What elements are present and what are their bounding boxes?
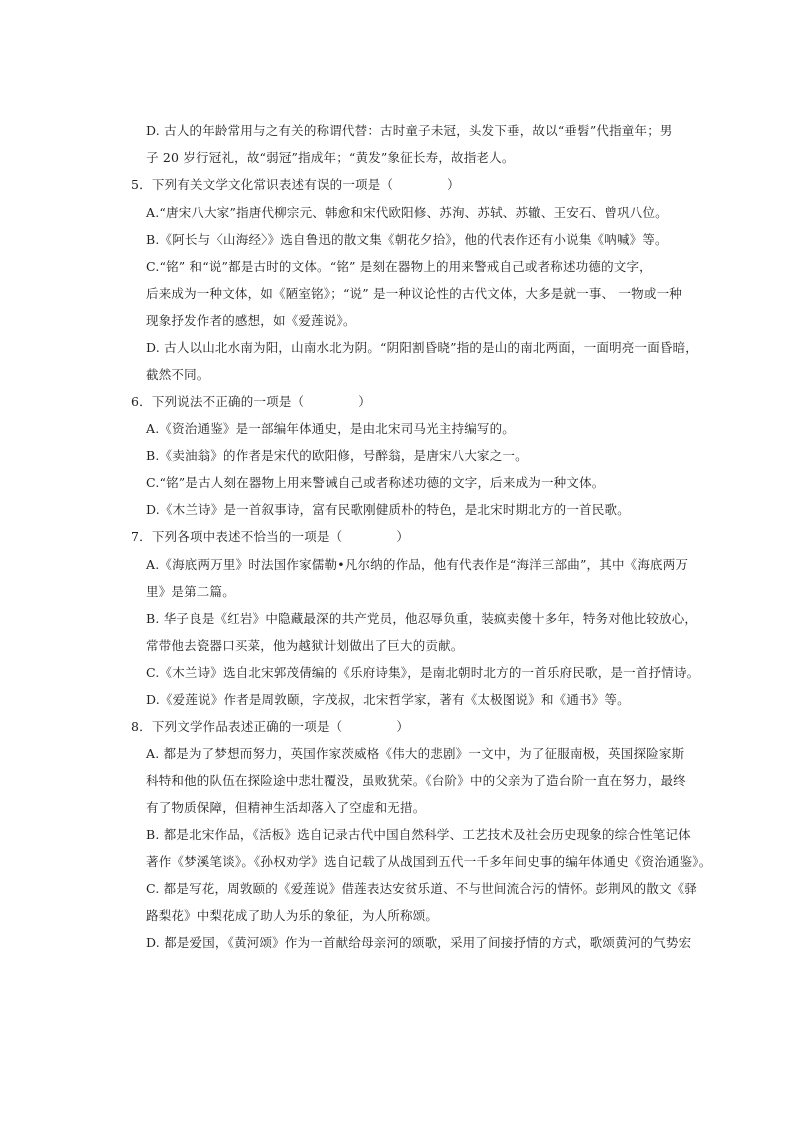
question-6-stem: 6．下列说法不正确的一项是（ [131, 394, 305, 409]
option-6a: A.《资治通鉴》是一部编年体通史，是由北宋司马光主持编写的。 [146, 421, 516, 436]
option-8a-line-2: 科特和他的队伍在探险途中悲壮覆没，虽败犹荣。《台阶》中的父亲为了造台阶一直在努力，最终 [146, 773, 686, 788]
option-6b: B.《卖油翁》的作者是宋代的欧阳修，号醉翁，是唐宋八大家之一。 [146, 448, 528, 463]
option-7a-line-2: 里》是第二篇。 [146, 584, 235, 599]
option-6d: D.《木兰诗》是一首叙事诗，富有民歌刚健质朴的特色，是北宋时期北方的一首民歌。 [146, 502, 630, 517]
option-8c-line-1: C. 都是写花，周敦颐的《爱莲说》借莲表达安贫乐道、不与世间流合污的情怀。彭荆风的散文《驿 [146, 881, 698, 896]
option-5c-line-1: C.“铭” 和“说”都是古时的文体。“铭” 是刻在器物上的用来警戒自己或者称述功德的文字， [146, 259, 652, 274]
close-paren: ） [447, 177, 460, 192]
option-5b: B.《阿长与〈山海经〉》选自鲁迅的散文集《朝花夕拾》，他的代表作还有小说集《呐喊》等。 [146, 232, 668, 247]
option-7c: C.《木兰诗》选自北宋郭茂倩编的《乐府诗集》，是南北朝时北方的一首乐府民歌，是一首抒情诗。 [146, 665, 700, 680]
option-5d-line-1: D. 古人以山北水南为阳，山南水北为阴。“阴阳割昏晓”指的是山的南北两面，一面明亮一面昏暗， [146, 340, 699, 355]
option-8d-line-1: D. 都是爱国，《黄河颂》作为一首献给母亲河的颂歌，采用了间接抒情的方式，歌颂黄河的气势宏 [146, 935, 692, 950]
question-5 [131, 176, 460, 194]
option-4d-line-1: D. 古人的年龄常用与之有关的称谓代替：古时童子未冠，头发下垂，故以“垂髫”代指童年；男 [146, 123, 673, 138]
option-7d: D.《爱莲说》作者是周敦颐，字茂叔，北宋哲学家，著有《太极图说》和《通书》等。 [146, 692, 630, 707]
question-8 [131, 718, 409, 736]
close-paren: ） [358, 394, 371, 409]
question-6 [131, 393, 371, 411]
option-8a-line-3: 有了物质保障，但精神生活却落入了空虚和无措。 [146, 800, 426, 815]
option-5c-line-2: 后来成为一种文体，如《陋室铭》；“说” 是一种议论性的古代文体，大多是就一事、 一物或一种 [146, 286, 682, 301]
option-8a-line-1: A. 都是为了梦想而努力，英国作家茨威格《伟大的悲剧》一文中，为了征服南极，英国探险家斯 [146, 746, 685, 761]
option-7b-line-2: 常带他去瓷器口买菜，他为越狱计划做出了巨大的贡献。 [146, 638, 464, 653]
option-8b-line-2: 著作《梦溪笔谈》。《孙权劝学》选自记载了从战国到五代一千多年间史事的编年体通史《资治通鉴》。 [146, 854, 712, 869]
question-7-stem: 7．下列各项中表述不恰当的一项是（ [131, 529, 343, 544]
close-paren: ） [396, 719, 410, 734]
option-4d-line-2: 子 20 岁行冠礼，故“弱冠”指成年；“黄发”象征长寿，故指老人。 [146, 150, 515, 165]
question-7 [131, 528, 409, 546]
option-7b-line-1: B. 华子良是《红岩》中隐藏最深的共产党员，他忍辱负重，装疯卖傻十多年，特务对他比较放心， [146, 611, 698, 626]
option-5a: A.“唐宋八大家”指唐代柳宗元、韩愈和宋代欧阳修、苏洵、苏轼、苏辙、王安石、曾巩八位。 [146, 205, 668, 220]
option-8c-line-2: 路梨花》中梨花成了助人为乐的象征，为人所称颂。 [146, 908, 439, 923]
option-8b-line-1: B. 都是北宋作品，《活板》选自记录古代中国自然科学、工艺技术及社会历史现象的综合性笔记体 [146, 827, 691, 842]
option-5d-line-2: 截然不同。 [146, 367, 210, 382]
option-5c-line-3: 现象抒发作者的感想，如《爱莲说》。 [146, 313, 356, 328]
close-paren: ） [396, 529, 410, 544]
option-6c: C.“铭”是古人刻在器物上用来警诫自己或者称述功德的文字，后来成为一种文体。 [146, 475, 605, 490]
option-7a-line-1: A.《海底两万里》时法国作家儒勒•凡尔纳的作品，他有代表作是“海洋三部曲”，其中《海底两万 [146, 557, 689, 572]
question-5-stem: 5．下列有关文学文化常识表述有误的一项是（ [131, 177, 394, 192]
question-8-stem: 8．下列文学作品表述正确的一项是（ [131, 719, 343, 734]
